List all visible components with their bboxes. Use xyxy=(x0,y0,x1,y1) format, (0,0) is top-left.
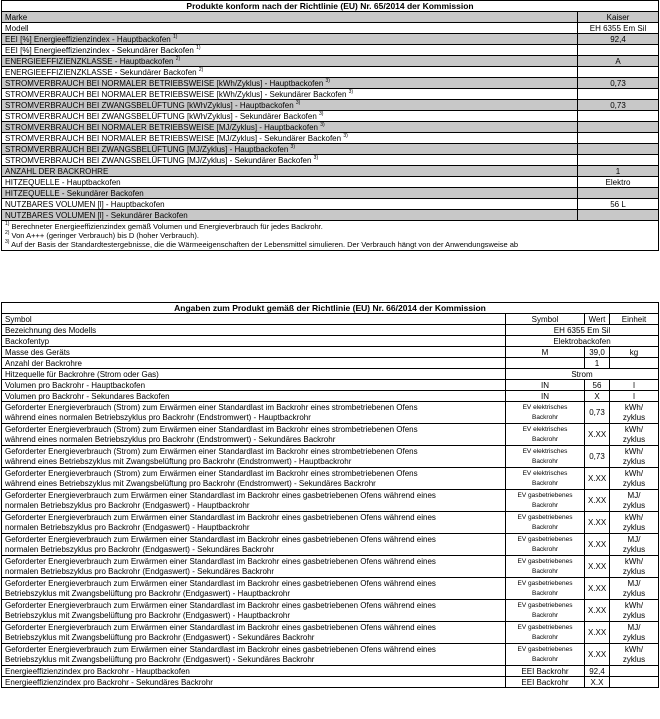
spec-value xyxy=(578,122,659,133)
energy-label xyxy=(2,556,506,578)
energy-value: X.XX xyxy=(585,512,610,534)
spec-label-text: HITZEQUELLE - Sekundärer Backofen xyxy=(5,188,144,198)
volume-label: Volumen pro Backrohr - Hauptbackofen xyxy=(2,380,506,391)
energy-symbol xyxy=(506,600,585,622)
spec-row xyxy=(2,166,659,177)
mass-symbol: M xyxy=(506,347,585,358)
volume-row xyxy=(2,380,659,391)
spec-value: A xyxy=(578,56,659,67)
energy-label-line2: normalen Betriebszyklus pro Backrohr (Endgaswert) - Sekundäres Backrohr xyxy=(5,544,275,554)
energy-label xyxy=(2,402,506,424)
energy-symbol xyxy=(506,512,585,534)
spec-label-text: Marke xyxy=(5,12,28,22)
energy-unit-line1: MJ/ xyxy=(627,578,641,588)
spec-label-text: STROMVERBRAUCH BEI NORMALER BETRIEBSWEISE [MJ/Zyklus] - Hauptbackofen xyxy=(5,122,318,132)
energy-row xyxy=(2,468,659,490)
energy-unit xyxy=(610,644,659,666)
cavity-count-row xyxy=(2,358,659,369)
eei-row xyxy=(2,666,659,677)
spec-value xyxy=(578,89,659,100)
energy-unit-line1: kWh/ xyxy=(624,556,644,566)
mass-row xyxy=(2,347,659,358)
spec-label-text: STROMVERBRAUCH BEI ZWANGSBELÜFTUNG [MJ/Zyklus] - Sekundärer Backofen xyxy=(5,155,312,165)
energy-unit-line1: kWh/ xyxy=(624,512,644,522)
energy-symbol xyxy=(506,622,585,644)
header-symbol-label: Symbol xyxy=(2,314,506,325)
energy-label-line1: Geforderter Energieverbrauch zum Erwärmen einer Standardlast im Backrohr eines gasbetriebenen Ofens während eines xyxy=(5,512,436,522)
footnote-ref: 3) xyxy=(290,143,295,150)
energy-symbol-line1: EV gasbetriebenes xyxy=(517,557,573,565)
table1-title: Produkte konform nach der Richtlinie (EU) Nr. 65/2014 der Kommission xyxy=(2,1,659,12)
energy-symbol-line2: Backrohr xyxy=(531,435,558,443)
footnote-ref: 3) xyxy=(325,77,330,84)
spec-label xyxy=(2,133,578,144)
energy-symbol-line1: EV gasbetriebenes xyxy=(517,513,573,521)
energy-symbol-line1: EV elektrisches xyxy=(522,425,568,433)
energy-unit-line1: kWh/ xyxy=(624,402,644,412)
spec-row xyxy=(2,45,659,56)
energy-row xyxy=(2,424,659,446)
energy-label-line2: Betriebszyklus mit Zwangsbelüftung pro Backrohr (Endgaswert) - Hauptbackrohr xyxy=(5,588,291,598)
energy-symbol-line2: Backrohr xyxy=(531,633,558,641)
energy-value: 0,73 xyxy=(585,402,610,424)
energy-symbol-line2: Backrohr xyxy=(531,567,558,575)
energy-unit xyxy=(610,622,659,644)
footnote-ref: 1) xyxy=(196,44,201,51)
spec-label xyxy=(2,45,578,56)
energy-symbol-line1: EV elektrisches xyxy=(522,403,568,411)
spec-row xyxy=(2,188,659,199)
model-info-value: Elektrobackofen xyxy=(506,336,659,347)
spec-row xyxy=(2,23,659,34)
energy-label-line1: Geforderter Energieverbrauch zum Erwärmen einer Standardlast im Backrohr eines gasbetriebenen Ofens während eines xyxy=(5,534,436,544)
spec-row xyxy=(2,34,659,45)
energy-label xyxy=(2,446,506,468)
volume-value: X xyxy=(585,391,610,402)
eei-row xyxy=(2,677,659,688)
energy-symbol-line1: EV gasbetriebenes xyxy=(517,491,573,499)
spec-label xyxy=(2,210,578,221)
spec-label xyxy=(2,166,578,177)
energy-symbol-line1: EV gasbetriebenes xyxy=(517,645,573,653)
volume-unit: l xyxy=(610,380,659,391)
spec-label xyxy=(2,78,578,89)
spec-label xyxy=(2,155,578,166)
spec-row xyxy=(2,133,659,144)
energy-unit-line2: zyklus xyxy=(622,654,646,664)
volume-label: Volumen pro Backrohr - Sekundares Backofen xyxy=(2,391,506,402)
energy-label-line1: Geforderter Energieverbrauch (Strom) zum Erwärmen einer Standardlast im Backrohr eines strombetriebenen Ofens xyxy=(5,402,418,412)
energy-value: X.XX xyxy=(585,468,610,490)
energy-symbol-line2: Backrohr xyxy=(531,611,558,619)
energy-value: X.XX xyxy=(585,490,610,512)
model-info-row xyxy=(2,336,659,347)
spec-label xyxy=(2,111,578,122)
spec-row xyxy=(2,78,659,89)
footnote xyxy=(5,231,655,240)
energy-label xyxy=(2,578,506,600)
spec-label-text: STROMVERBRAUCH BEI ZWANGSBELÜFTUNG [MJ/Zyklus] - Hauptbackofen xyxy=(5,144,289,154)
energy-unit xyxy=(610,402,659,424)
energy-row xyxy=(2,512,659,534)
energy-unit-line2: zyklus xyxy=(622,412,646,422)
footnote-ref: 3) xyxy=(343,132,348,139)
spec-value xyxy=(578,155,659,166)
energy-unit xyxy=(610,446,659,468)
energy-value: X.XX xyxy=(585,622,610,644)
footnotes-row xyxy=(2,221,659,251)
energy-row xyxy=(2,402,659,424)
spec-label-text: STROMVERBRAUCH BEI ZWANGSBELÜFTUNG [kWh/Zyklus] - Sekundärer Backofen xyxy=(5,111,317,121)
energy-unit-line1: MJ/ xyxy=(627,490,641,500)
spec-value: EH 6355 Em Sil xyxy=(578,23,659,34)
heat-source-label: Hitzequelle für Backrohre (Strom oder Gas) xyxy=(2,369,506,380)
energy-label-line2: normalen Betriebszyklus pro Backrohr (Endgaswert) - Hauptbackrohr xyxy=(5,522,250,532)
energy-symbol xyxy=(506,446,585,468)
spec-value: 92,4 xyxy=(578,34,659,45)
energy-label-line1: Geforderter Energieverbrauch zum Erwärmen einer Standardlast im Backrohr eines gasbetriebenen Ofens während eines xyxy=(5,622,436,632)
footnote-text: Berechneter Energieeffizienzindex gemäß Volumen und Energieverbrauch für jedes Backrohr. xyxy=(11,222,323,231)
energy-symbol-line1: EV gasbetriebenes xyxy=(517,535,573,543)
footnote-mark: 3) xyxy=(5,239,10,245)
energy-symbol xyxy=(506,468,585,490)
energy-symbol-line2: Backrohr xyxy=(531,545,558,553)
cavity-count-unit xyxy=(610,358,659,369)
energy-symbol-line2: Backrohr xyxy=(531,523,558,531)
spec-label xyxy=(2,188,578,199)
footnote-mark: 1) xyxy=(5,221,10,227)
footnote-ref: 2) xyxy=(175,55,181,62)
energy-label-line1: Geforderter Energieverbrauch (Strom) zum Erwärmen einer Standardlast im Backrohr eines strombetriebenen Ofens xyxy=(5,424,418,434)
energy-label-line2: Betriebszyklus mit Zwangsbelüftung pro Backrohr (Endgaswert) - Sekundäres Backrohr xyxy=(5,654,315,664)
energy-unit xyxy=(610,424,659,446)
cavity-count-symbol xyxy=(506,358,585,369)
spec-label-text: EEI [%] Energieeffizienzindex - Sekundärer Backofen xyxy=(5,45,194,55)
energy-unit-line2: zyklus xyxy=(622,500,646,510)
energy-value: X.XX xyxy=(585,556,610,578)
energy-label-line2: während eines Betriebszyklus mit Zwangsbelüftung pro Backrohr (Endstromwert) - Sekundäres Backrohr xyxy=(5,478,376,488)
energy-row xyxy=(2,490,659,512)
model-info-value: EH 6355 Em Sil xyxy=(506,325,659,336)
energy-unit-line2: zyklus xyxy=(622,544,646,554)
footnote-text: Von A+++ (geringer Verbrauch) bis D (hoher Verbrauch). xyxy=(11,231,199,240)
energy-unit-line2: zyklus xyxy=(622,588,646,598)
energy-symbol-line1: EV elektrisches xyxy=(522,469,568,477)
energy-unit-line2: zyklus xyxy=(622,456,646,466)
energy-label-line1: Geforderter Energieverbrauch zum Erwärmen einer Standardlast im Backrohr eines gasbetriebenen Ofens während eines xyxy=(5,490,436,500)
energy-value: X.XX xyxy=(585,600,610,622)
spec-label xyxy=(2,89,578,100)
energy-label xyxy=(2,512,506,534)
energy-unit xyxy=(610,556,659,578)
spec-value: 0,73 xyxy=(578,100,659,111)
energy-symbol-line2: Backrohr xyxy=(531,655,558,663)
spec-label xyxy=(2,12,578,23)
energy-unit-line1: kWh/ xyxy=(624,644,644,654)
energy-unit-line2: zyklus xyxy=(622,610,646,620)
energy-symbol xyxy=(506,424,585,446)
spec-label xyxy=(2,56,578,67)
energy-label-line1: Geforderter Energieverbrauch (Strom) zum Erwärmen einer Standardlast im Backrohr eines strombetriebenen Ofens xyxy=(5,468,418,478)
energy-label xyxy=(2,468,506,490)
energy-unit-line1: kWh/ xyxy=(624,446,644,456)
energy-unit-line1: MJ/ xyxy=(627,534,641,544)
spec-value: 0,73 xyxy=(578,78,659,89)
spec-label xyxy=(2,34,578,45)
model-info-label: Bezeichnung des Modells xyxy=(2,325,506,336)
energy-symbol-line2: Backrohr xyxy=(531,479,558,487)
energy-symbol-line2: Backrohr xyxy=(531,457,558,465)
volume-symbol: IN xyxy=(506,391,585,402)
spec-row xyxy=(2,111,659,122)
spec-row xyxy=(2,122,659,133)
energy-row xyxy=(2,556,659,578)
energy-unit xyxy=(610,534,659,556)
energy-label xyxy=(2,534,506,556)
eei-symbol: EEI Backrohr xyxy=(506,677,585,688)
spec-row xyxy=(2,155,659,166)
footnote-ref: 3) xyxy=(313,154,319,161)
mass-value: 39,0 xyxy=(585,347,610,358)
energy-symbol xyxy=(506,644,585,666)
energy-label-line2: Betriebszyklus mit Zwangsbelüftung pro Backrohr (Endgaswert) - Sekundäres Backrohr xyxy=(5,632,315,642)
spec-label-text: STROMVERBRAUCH BEI NORMALER BETRIEBSWEISE [MJ/Zyklus] - Sekundärer Backofen xyxy=(5,133,342,143)
spec-label-text: EEI [%] Energieeffizienzindex - Hauptbackofen xyxy=(5,34,171,44)
spec-row xyxy=(2,177,659,188)
energy-unit xyxy=(610,490,659,512)
energy-label-line1: Geforderter Energieverbrauch zum Erwärmen einer Standardlast im Backrohr eines gasbetriebenen Ofens während eines xyxy=(5,600,436,610)
energy-label-line2: während eines Betriebszyklus mit Zwangsbelüftung pro Backrohr (Endstromwert) - Hauptbackrohr xyxy=(5,456,352,466)
spec-label-text: HITZEQUELLE - Hauptbackofen xyxy=(5,177,121,187)
energy-unit-line2: zyklus xyxy=(622,566,646,576)
spec-label-text: ENERGIEEFFIZIENZKLASSE - Sekundärer Backofen xyxy=(5,67,197,77)
spec-label-text: Modell xyxy=(5,23,29,33)
energy-unit xyxy=(610,468,659,490)
energy-symbol xyxy=(506,578,585,600)
eei-value: X.X xyxy=(585,677,610,688)
spec-label-text: NUTZBARES VOLUMEN [l] - Sekundärer Backofen xyxy=(5,210,188,220)
energy-value: 0,73 xyxy=(585,446,610,468)
spec-row xyxy=(2,89,659,100)
energy-symbol-line2: Backrohr xyxy=(531,501,558,509)
eei-label: Energieeffizienzindex pro Backrohr - Sekundäres Backrohr xyxy=(2,677,506,688)
spec-value: Elektro xyxy=(578,177,659,188)
energy-label-line1: Geforderter Energieverbrauch zum Erwärmen einer Standardlast im Backrohr eines gasbetriebenen Ofens während eines xyxy=(5,556,436,566)
footnote-ref: 1) xyxy=(172,33,178,40)
energy-symbol-line1: EV gasbetriebenes xyxy=(517,579,573,587)
energy-symbol xyxy=(506,556,585,578)
mass-label: Masse des Geräts xyxy=(2,347,506,358)
energy-label-line1: Geforderter Energieverbrauch zum Erwärmen einer Standardlast im Backrohr eines gasbetriebenen Ofens während eines xyxy=(5,578,436,588)
spec-value: 56 L xyxy=(578,199,659,210)
spec-label xyxy=(2,177,578,188)
volume-value: 56 xyxy=(585,380,610,391)
energy-unit-line1: kWh/ xyxy=(624,468,644,478)
energy-unit-line1: kWh/ xyxy=(624,600,644,610)
spec-row xyxy=(2,144,659,155)
spec-label-text: STROMVERBRAUCH BEI NORMALER BETRIEBSWEISE [kWh/Zyklus] - Hauptbackofen xyxy=(5,78,324,88)
energy-row xyxy=(2,644,659,666)
regulation-65-2014-table xyxy=(1,0,659,251)
spec-label xyxy=(2,100,578,111)
footnote-ref: 3) xyxy=(295,99,301,106)
energy-row xyxy=(2,446,659,468)
footnote xyxy=(5,240,655,249)
energy-row xyxy=(2,622,659,644)
footnote xyxy=(5,222,655,231)
spec-label xyxy=(2,67,578,78)
spec-row xyxy=(2,12,659,23)
energy-row xyxy=(2,600,659,622)
energy-row xyxy=(2,534,659,556)
heat-source-value: Strom xyxy=(506,369,659,380)
volume-symbol: IN xyxy=(506,380,585,391)
spec-row xyxy=(2,56,659,67)
footnote-ref: 3) xyxy=(320,121,325,128)
model-info-label: Backofentyp xyxy=(2,336,506,347)
spec-label-text: STROMVERBRAUCH BEI NORMALER BETRIEBSWEISE [kWh/Zyklus] - Sekundärer Backofen xyxy=(5,89,347,99)
spec-row xyxy=(2,100,659,111)
energy-label xyxy=(2,600,506,622)
energy-unit xyxy=(610,578,659,600)
energy-symbol-line1: EV elektrisches xyxy=(522,447,568,455)
energy-unit-line2: zyklus xyxy=(622,478,646,488)
energy-symbol-line1: EV gasbetriebenes xyxy=(517,623,573,631)
mass-unit: kg xyxy=(610,347,659,358)
energy-label-line1: Geforderter Energieverbrauch (Strom) zum Erwärmen einer Standardlast im Backrohr eines strombetriebenen Ofens xyxy=(5,446,418,456)
energy-label-line2: während eines normalen Betriebszyklus pro Backrohr (Endstromwert) - Hauptbackrohr xyxy=(5,412,311,422)
footnote-mark: 2) xyxy=(5,230,10,236)
energy-label-line2: normalen Betriebszyklus pro Backrohr (Endgaswert) - Hauptbackrohr xyxy=(5,500,250,510)
energy-value: X.XX xyxy=(585,424,610,446)
footnote-text: Auf der Basis der Standardtestergebnisse, die die Wärmeeigenschaften der Lebensmittel simulieren. Der Verbrauch hängt von der Anwendungsweise ab xyxy=(11,240,519,249)
spec-label-text: STROMVERBRAUCH BEI ZWANGSBELÜFTUNG [kWh/Zyklus] - Hauptbackofen xyxy=(5,100,294,110)
energy-label xyxy=(2,424,506,446)
energy-unit-line2: zyklus xyxy=(622,522,646,532)
volume-unit: l xyxy=(610,391,659,402)
spec-label xyxy=(2,199,578,210)
volume-row xyxy=(2,391,659,402)
spec-value xyxy=(578,188,659,199)
energy-label-line1: Geforderter Energieverbrauch zum Erwärmen einer Standardlast im Backrohr eines gasbetriebenen Ofens während eines xyxy=(5,644,436,654)
energy-label xyxy=(2,622,506,644)
energy-symbol xyxy=(506,534,585,556)
energy-value: X.XX xyxy=(585,534,610,556)
spec-value xyxy=(578,45,659,56)
spec-value xyxy=(578,210,659,221)
table2-title: Angaben zum Produkt gemäß der Richtlinie (EU) Nr. 66/2014 der Kommission xyxy=(2,303,659,314)
cavity-count-value: 1 xyxy=(585,358,610,369)
energy-symbol-line2: Backrohr xyxy=(531,413,558,421)
energy-unit-line2: zyklus xyxy=(622,632,646,642)
spec-value xyxy=(578,111,659,122)
spec-value: Kaiser xyxy=(578,12,659,23)
energy-symbol xyxy=(506,402,585,424)
energy-value: X.XX xyxy=(585,578,610,600)
eei-value: 92,4 xyxy=(585,666,610,677)
spec-value xyxy=(578,144,659,155)
spec-value: 1 xyxy=(578,166,659,177)
spec-row xyxy=(2,67,659,78)
spec-value xyxy=(578,133,659,144)
table2-header-row xyxy=(2,314,659,325)
footnotes xyxy=(2,221,659,251)
energy-symbol-line1: EV gasbetriebenes xyxy=(517,601,573,609)
regulation-66-2014-table xyxy=(1,302,659,688)
energy-label-line2: Betriebszyklus mit Zwangsbelüftung pro Backrohr (Endgaswert) - Hauptbackrohr xyxy=(5,610,291,620)
energy-unit-line1: MJ/ xyxy=(627,622,641,632)
spec-label xyxy=(2,144,578,155)
header-symbol: Symbol xyxy=(506,314,585,325)
energy-symbol xyxy=(506,490,585,512)
energy-label-line2: während eines normalen Betriebszyklus pro Backrohr (Endstromwert) - Sekundäres Backrohr xyxy=(5,434,336,444)
energy-value: X.XX xyxy=(585,644,610,666)
header-value: Wert xyxy=(585,314,610,325)
energy-label-line2: normalen Betriebszyklus pro Backrohr (Endgaswert) - Sekundäres Backrohr xyxy=(5,566,275,576)
header-unit: Einheit xyxy=(610,314,659,325)
eei-unit xyxy=(610,677,659,688)
spec-label xyxy=(2,122,578,133)
energy-unit xyxy=(610,600,659,622)
energy-row xyxy=(2,578,659,600)
spec-value xyxy=(578,67,659,78)
energy-unit xyxy=(610,512,659,534)
energy-unit-line2: zyklus xyxy=(622,434,646,444)
eei-label: Energieeffizienzindex pro Backrohr - Hauptbackofen xyxy=(2,666,506,677)
spec-label-text: ANZAHL DER BACKROHRE xyxy=(5,166,109,176)
spec-row xyxy=(2,210,659,221)
cavity-count-label: Anzahl der Backrohre xyxy=(2,358,506,369)
eei-unit xyxy=(610,666,659,677)
energy-symbol-line2: Backrohr xyxy=(531,589,558,597)
footnote-ref: 2) xyxy=(198,66,204,73)
spec-label-text: NUTZBARES VOLUMEN [l] - Hauptbackofen xyxy=(5,199,165,209)
energy-unit-line1: kWh/ xyxy=(624,424,644,434)
spec-label xyxy=(2,23,578,34)
energy-label xyxy=(2,644,506,666)
footnote-ref: 3) xyxy=(319,110,324,117)
eei-symbol: EEI Backrohr xyxy=(506,666,585,677)
footnote-ref: 3) xyxy=(348,88,354,95)
heat-source-row xyxy=(2,369,659,380)
spec-row xyxy=(2,199,659,210)
model-info-row xyxy=(2,325,659,336)
energy-label xyxy=(2,490,506,512)
spec-label-text: ENERGIEEFFIZIENZKLASSE - Hauptbackofen xyxy=(5,56,174,66)
